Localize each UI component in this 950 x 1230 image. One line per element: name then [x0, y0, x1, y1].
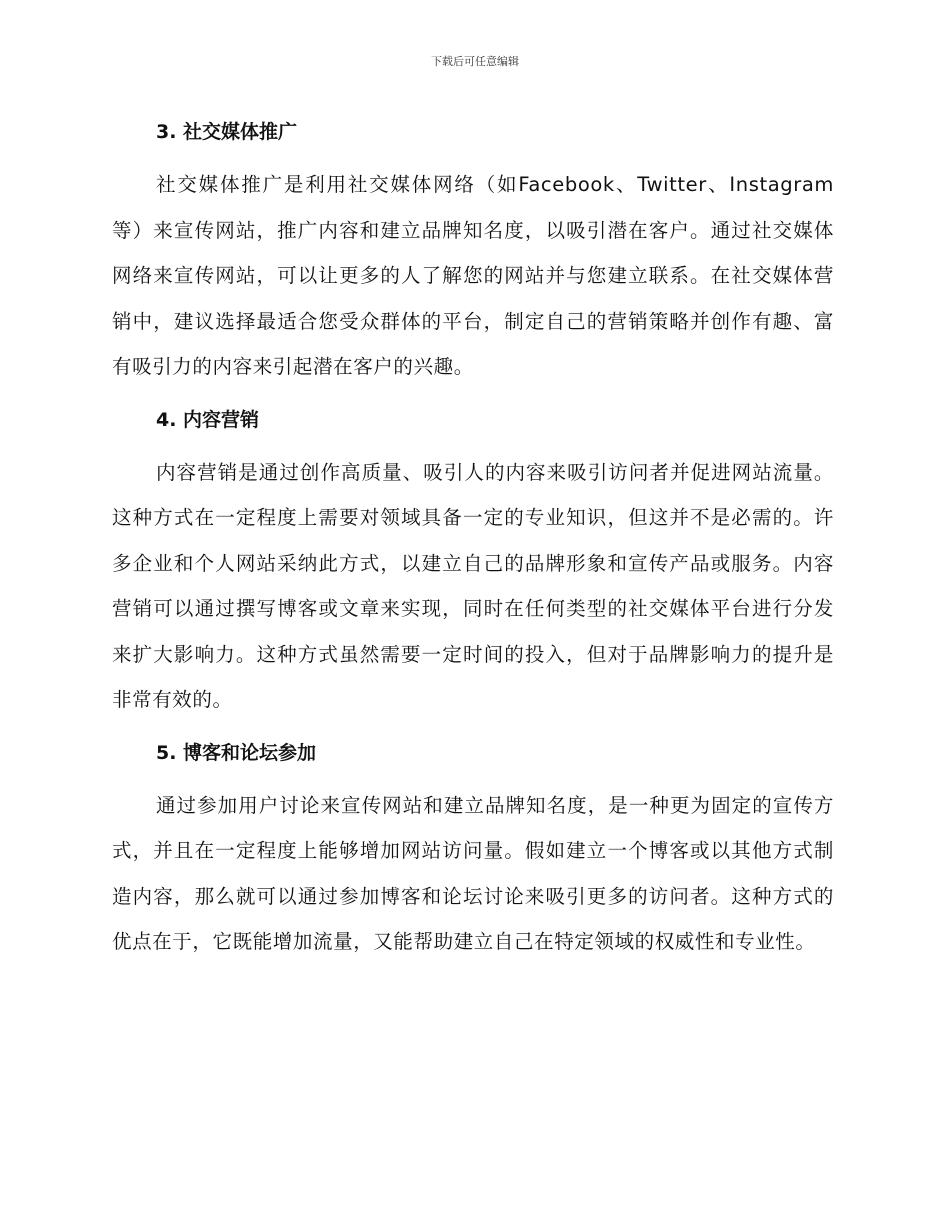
section-heading: 4. 内容营销: [156, 408, 260, 431]
section-heading: 5. 博客和论坛参加: [156, 741, 317, 764]
section-paragraph: 内容营销是通过创作高质量、吸引人的内容来吸引访问者并促进网站流量。这种方式在一定程度上需要对领域具备一定的专业知识，但这并不是必需的。许多企业和个人网站采纳此方式，以建立自己的品牌形象和宣传产品或服务。内容营销可以通过撰写博客或文章来实现，同时在任何类型的社交媒体平台进行分发来扩大影响力。这种方式虽然需要一定时间的投入，但对于品牌影响力的提升是非常有效的。: [112, 460, 834, 711]
section-content-marketing: [112, 398, 834, 723]
section-social-media: [112, 110, 834, 390]
section-blogs-forums: [112, 731, 834, 965]
section-heading: 3. 社交媒体推广: [156, 121, 298, 143]
section-paragraph: 社交媒体推广是利用社交媒体网络（如Facebook、Twitter、Instagram等）来宣传网站，推广内容和建立品牌知名度，以吸引潜在客户。通过社交媒体网络来宣传网站，可以让更多的人了解您的网站并与您建立联系。在社交媒体营销中，建议选择最适合您受众群体的平台，制定自己的营销策略并创作有趣、富有吸引力的内容来引起潜在客户的兴趣。: [112, 173, 834, 378]
page-header: 下载后可任意编辑: [431, 55, 519, 68]
document-body: [112, 110, 834, 973]
section-paragraph: 通过参加用户讨论来宣传网站和建立品牌知名度，是一种更为固定的宣传方式，并且在一定程度上能够增加网站访问量。假如建立一个博客或以其他方式制造内容，那么就可以通过参加博客和论坛讨论来吸引更多的访问者。这种方式的优点在于，它既能增加流量，又能帮助建立自己在特定领域的权威性和专业性。: [112, 793, 834, 953]
